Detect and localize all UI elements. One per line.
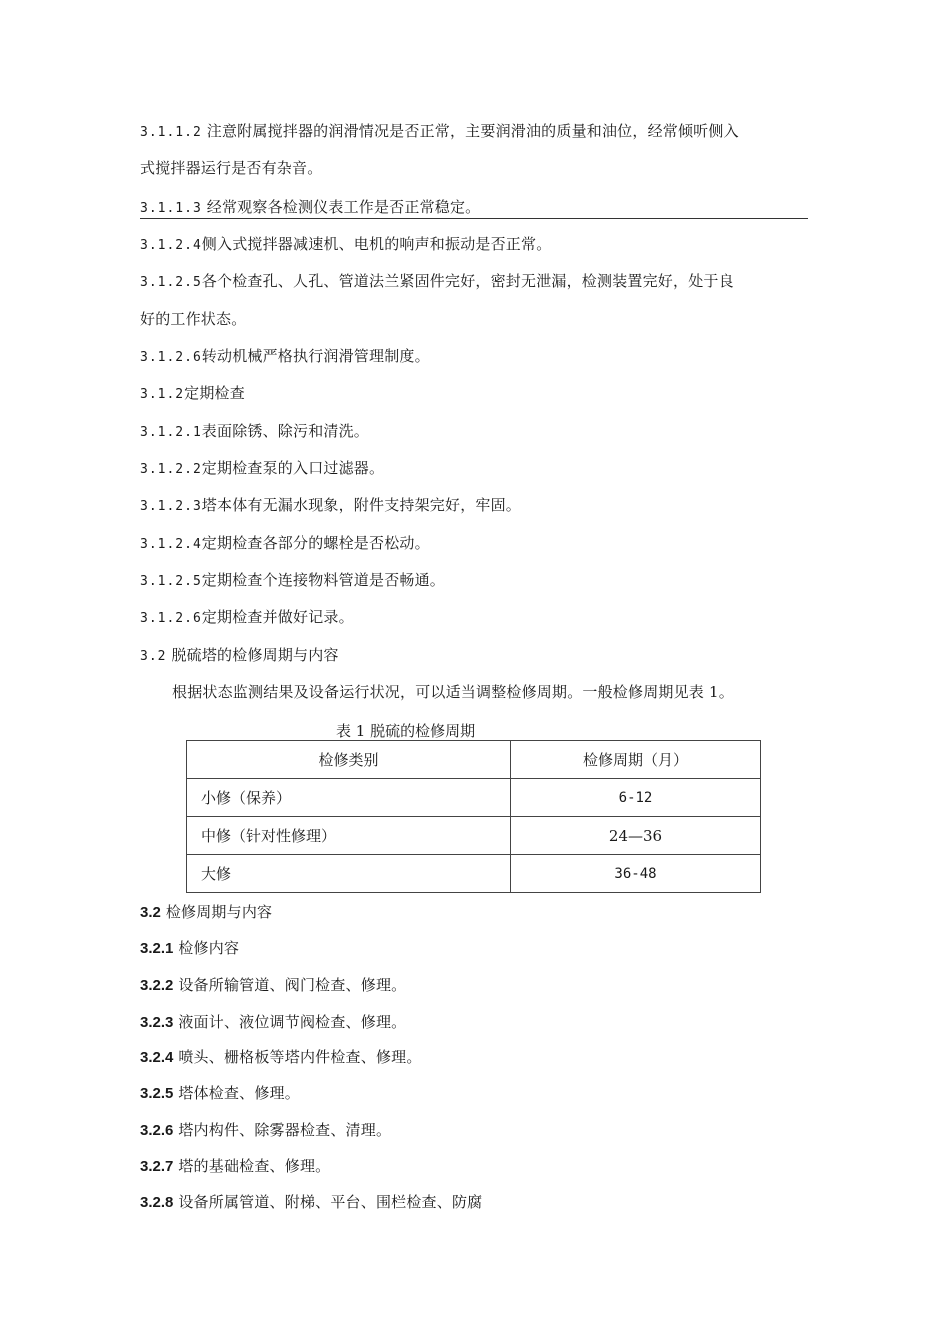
paragraph-3-2-3: 3.2.3 液面计、液位调节阀检查、修理。 (140, 1013, 407, 1031)
maintenance-table (186, 740, 761, 893)
table-cell: 24—36 (511, 817, 761, 855)
heading-3-2: 3.2 脱硫塔的检修周期与内容 (140, 646, 339, 664)
paragraph-3-1-2-3: 3.1.2.3塔本体有无漏水现象，附件支持架完好，牢固。 (140, 496, 521, 514)
paragraph-3-2-5: 3.2.5 塔体检查、修理。 (140, 1084, 300, 1102)
table-header-row (187, 741, 761, 779)
table-row (187, 817, 761, 855)
paragraph-3-1-1-2: 3.1.1.2 注意附属搅拌器的润滑情况是否正常，主要润滑油的质量和油位，经常倾听侧入 (140, 122, 739, 140)
paragraph-3-1-2-6b: 3.1.2.6定期检查并做好记录。 (140, 608, 354, 626)
table-row (187, 779, 761, 817)
paragraph-3-2-2: 3.2.2 设备所输管道、阀门检查、修理。 (140, 976, 407, 994)
table-row (187, 855, 761, 893)
paragraph-3-2-8: 3.2.8 设备所属管道、附梯、平台、围栏检查、防腐 (140, 1193, 483, 1211)
table-cell: 小修（保养） (187, 779, 511, 817)
horizontal-rule (140, 218, 808, 219)
paragraph-3-2-7: 3.2.7 塔的基础检查、修理。 (140, 1157, 331, 1175)
paragraph-3-1-2-5b: 3.1.2.5定期检查个连接物料管道是否畅通。 (140, 571, 445, 589)
heading-3-1-2: 3.1.2定期检查 (140, 384, 245, 402)
paragraph-3-1-2-6a: 3.1.2.6转动机械严格执行润滑管理制度。 (140, 347, 430, 365)
table-cell: 6-12 (511, 779, 761, 817)
table-cell: 中修（针对性修理） (187, 817, 511, 855)
table-caption: 表 1 脱硫的检修周期 (336, 722, 476, 740)
table-cell: 36-48 (511, 855, 761, 893)
paragraph-intro: 根据状态监测结果及设备运行状况，可以适当调整检修周期。一般检修周期见表 1。 (172, 683, 734, 701)
heading-3-2-1: 3.2.1 检修内容 (140, 939, 240, 957)
paragraph-3-1-1-3: 3.1.1.3 经常观察各检测仪表工作是否正常稳定。 (140, 198, 481, 216)
paragraph-3-1-1-2-cont: 式搅拌器运行是否有杂音。 (140, 159, 323, 177)
paragraph-3-1-2-5a: 3.1.2.5各个检查孔、人孔、管道法兰紧固件完好，密封无泄漏，检测装置完好，处于良 (140, 272, 734, 290)
paragraph-3-1-2-4b: 3.1.2.4定期检查各部分的螺栓是否松动。 (140, 534, 430, 552)
table-cell: 大修 (187, 855, 511, 893)
heading-3-2-b: 3.2 检修周期与内容 (140, 903, 273, 921)
table-header-cell: 检修类别 (187, 741, 511, 779)
paragraph-3-2-4: 3.2.4 喷头、栅格板等塔内件检查、修理。 (140, 1048, 422, 1066)
paragraph-3-1-2-1: 3.1.2.1表面除锈、除污和清洗。 (140, 422, 369, 440)
paragraph-3-1-2-2: 3.1.2.2定期检查泵的入口过滤器。 (140, 459, 385, 477)
paragraph-3-1-2-5a-cont: 好的工作状态。 (140, 310, 247, 328)
table-header-cell: 检修周期（月） (511, 741, 761, 779)
paragraph-3-1-2-4a: 3.1.2.4侧入式搅拌器减速机、电机的响声和振动是否正常。 (140, 235, 552, 253)
paragraph-3-2-6: 3.2.6 塔内构件、除雾器检查、清理。 (140, 1121, 392, 1139)
